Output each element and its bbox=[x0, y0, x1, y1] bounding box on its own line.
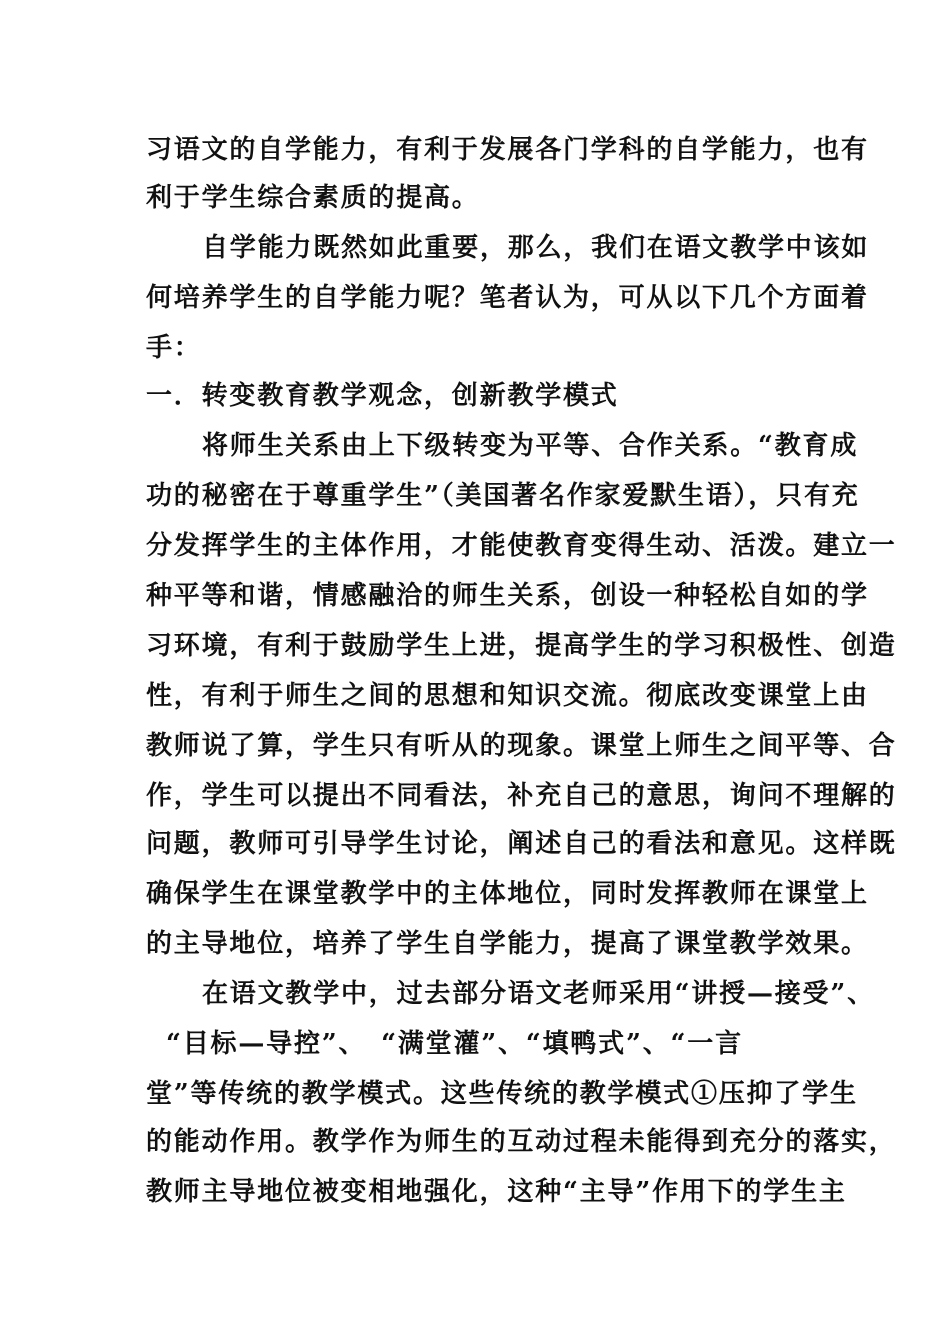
text-line-16: 确保学生在课堂教学中的主体地位，同时发挥教师在课堂上 bbox=[146, 879, 869, 909]
text-line-18: 在语文教学中，过去部分语文老师采用“讲授—接受”、 bbox=[202, 979, 875, 1009]
text-line-5: 手： bbox=[146, 333, 202, 363]
section-heading: 一．转变教育教学观念，创新教学模式 bbox=[146, 381, 619, 411]
text-line-4: 何培养学生的自学能力呢？笔者认为，可从以下几个方面着 bbox=[146, 283, 869, 313]
text-line-14: 作，学生可以提出不同看法，补充自己的意思，询问不理解的 bbox=[146, 781, 897, 811]
text-line-12: 性，有利于师生之间的思想和知识交流。彻底改变课堂上由 bbox=[146, 681, 869, 711]
text-line-8: 功的秘密在于尊重学生”（美国著名作家爱默生语），只有充 bbox=[146, 481, 860, 511]
text-line-20: 堂”等传统的教学模式。这些传统的教学模式①压抑了学生 bbox=[146, 1079, 858, 1109]
text-line-3: 自学能力既然如此重要，那么，我们在语文教学中该如 bbox=[202, 233, 870, 263]
text-line-21: 的能动作用。教学作为师生的互动过程未能得到充分的落实， bbox=[146, 1127, 897, 1157]
text-line-11: 习环境，有利于鼓励学生上进，提高学生的学习积极性、创造 bbox=[146, 631, 897, 661]
text-line-17: 的主导地位，培养了学生自学能力，提高了课堂教学效果。 bbox=[146, 929, 869, 959]
text-line-13: 教师说了算，学生只有听从的现象。课堂上师生之间平等、合 bbox=[146, 731, 897, 761]
text-line-1: 习语文的自学能力，有利于发展各门学科的自学能力，也有 bbox=[146, 135, 869, 165]
text-line-22: 教师主导地位被变相地强化，这种“主导”作用下的学生主 bbox=[146, 1177, 847, 1207]
text-line-19: “目标—导控”、 “满堂灌”、“填鸭式”、“一言 bbox=[166, 1029, 743, 1059]
text-line-10: 种平等和谐，情感融洽的师生关系，创设一种轻松自如的学 bbox=[146, 581, 869, 611]
text-line-9: 分发挥学生的主体作用，才能使教育变得生动、活泼。建立一 bbox=[146, 531, 897, 561]
text-line-7: 将师生关系由上下级转变为平等、合作关系。“教育成 bbox=[202, 431, 859, 461]
text-line-15: 问题，教师可引导学生讨论，阐述自己的看法和意见。这样既 bbox=[146, 829, 897, 859]
text-line-2: 利于学生综合素质的提高。 bbox=[146, 183, 480, 213]
